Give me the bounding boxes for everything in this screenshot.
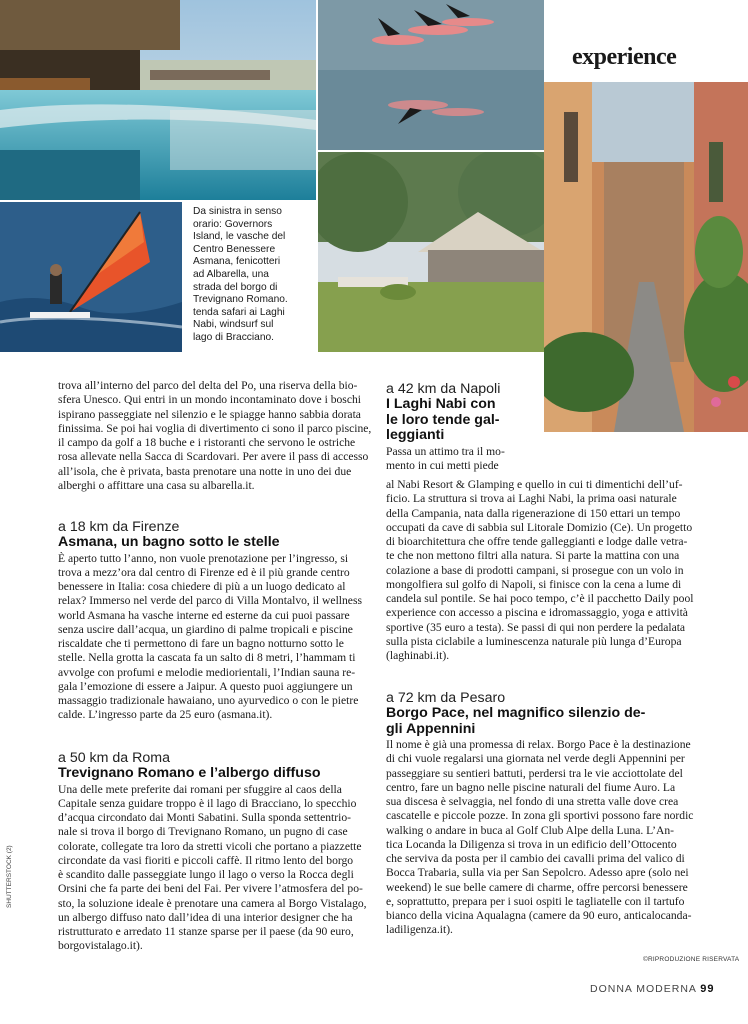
page-number: 99 [700,983,715,995]
borgo-pace-distance: a 72 km da Pesaro [386,690,506,706]
nabi-title: I Laghi Nabi con le loro tende gal- leggianti [386,396,500,443]
nabi-body-narrow: Passa un attimo tra il mo- mento in cui metti piede [386,444,505,472]
intro-paragraph: trova all’interno del parco del delta del Po, una riserva della bio- sfera Unesco. Qui entri in un mondo incontaminato dove i boschi ispirano passeggiate nel silenzio e le spiagge hanno sabbia dorata finissima. Se poi hai voglia di divertimento ci sono il parco piscine, il campo da golf a 18 buche e i ristoranti che servono le ostriche rosa allevate nella Sacca di Scardovari. Per avere il pass di accesso all’isola, che è privata, basta prenotare una notte in uno dei due alberghi o affittare una casa su albarella.it. [58,379,372,492]
page-footer [590,983,715,995]
copyright-notice: ©RIPRODUZIONE RISERVATA [643,956,740,963]
asmana-body: È aperto tutto l’anno, non vuole prenotazione per l’ingresso, si trova a mezz’ora dal centro di Firenze ed è il più grande centro benessere in Italia: cosa chiedere di più a un luogo dedicato al relax? Immerso nel verde del parco di Villa Montalvo, il wellness world Asmana ha vasche interne ed esterne da cui puoi passare senza uscire dall’acqua, un giardino di palme tropicali e piscine riscaldate che ti permettono di fare un bagno notturno sotto le stelle. Nella grotta la cascata fa un salto di 8 metri, l’hammam ti avvolge con profumi e melodie mediorientali, l’Indian sauna re- gala l’emozione di essere a Jaipur. A questo puoi aggiungere un massaggio tradizionale hawaiano, uno ayurvedico o con le pietre calde. L’ingresso parte da 25 euro (asmana.it). [58,551,362,722]
windsurf-photo [0,202,182,352]
trevignano-section [58,750,380,954]
pool-photo [0,0,316,200]
borgo-pace-title: Borgo Pace, nel magnifico silenzio de- gli Appennini [386,705,646,737]
borgo-pace-section [386,690,722,938]
flamingos-photo [318,0,544,150]
asmana-title: Asmana, un bagno sotto le stelle [58,534,280,550]
trevignano-distance: a 50 km da Roma [58,750,170,766]
trevignano-title: Trevignano Romano e l’albergo diffuso [58,765,321,781]
section-label: experience [572,44,677,70]
asmana-section [58,519,380,723]
nabi-section [386,381,546,473]
village-street-photo [544,82,748,432]
photo-credit: SHUTTERSTOCK (2) [6,845,13,908]
nabi-distance: a 42 km da Napoli [386,381,501,397]
photo-caption: Da sinistra in senso orario: Governors Island, le vasche del Centro Benessere Asmana, fenicotteri ad Albarella, una strada del borgo di Trevignano Romano. tenda safari ai Laghi Nabi, windsurf sul lago di Bracciano. [193,206,288,343]
asmana-distance: a 18 km da Firenze [58,519,180,535]
borgo-pace-body: Il nome è già una promessa di relax. Borgo Pace è la destinazione di chi vuole regalarsi una giornata nel verde degli Appennini per passeggiare su sentieri battuti, perdersi tra le vie acciottolate del centro, fare un bagno nelle piscine naturali del fiume Auro. La sua discesa è selvaggia, nel fondo di una stretta valle dove crea cascatelle e piccole pozze. In zona gli sportivi possono fare nordic walking o andare in buca al Golf Club Alpe della Luna. L’An- tica Locanda la Diligenza si trova in un edificio dell’Ottocento che serviva da posta per il cambio dei cavalli prima del valico di Bocca Trabaria, sulla via per San Sepolcro. Adesso apre (solo nei weekend) le sue belle camere di charme, offre percorsi benessere e, soprattutto, prepara per i suoi ospiti le tagliatelle con il tartufo bianco della vicina Aqualagna (camere da 90 euro, anticalocanda- ladiligenza.it). [386,738,694,937]
nabi-body: al Nabi Resort & Glamping e quello in cui ti dimentichi dell’uf- ficio. La struttura si trova ai Laghi Nabi, la prima oasi naturale della Campania, nata dalla rigenerazione di 150 ettari un tempo occupati da cave di sabbia sul Litorale Domizio (Ce). Un progetto di bioarchitettura che offre tende galleggianti e lodge dalle vetra- te che non mettono filtri alla natura. Si parte la mattina con una colazione a base di prodotti campani, si prosegue con un volo in mongolfiera sul golfo di Napoli, si finisce con la cena a lume di candela sul pontile. Se hai poco tempo, c’è il pacchetto Daily pool experience con accesso a piscina e idromassaggio, yoga e attività sportive (35 euro a testa). Se passi di qui non perdere la pedalata sulla pista ciclabile a luminescenza naturale più lunga d’Europa (laghinabi.it). [386,478,694,662]
safari-tent-photo [318,152,544,352]
magazine-name: DONNA MODERNA [590,983,697,995]
trevignano-body: Una delle mete preferite dai romani per sfuggire al caos della Capitale senza guidare troppo è il lago di Bracciano, lo specchio d’acqua circondato dai Monti Sabatini. Sulla sponda settentrio- nale si trova il borgo di Trevignano Romano, un pugno di case colorate, collegate tra loro da stretti vicoli che portano a piazzette circondate da vasi fioriti e piccoli caffè. Il ritmo lento del borgo è scandito dalle passeggiate lungo il lago o verso la Rocca degli Orsini che fa parte dei beni del Fai. Per vivere l’atmosfera del po- sto, la soluzione ideale è prenotare una camera al Borgo Vistalago, un albergo diffuso nato dall’idea di una interior designer che ha ristrutturato e arredato 11 stanze sparse per il paese (da 90 euro, borgovistalago.it). [58,782,367,953]
